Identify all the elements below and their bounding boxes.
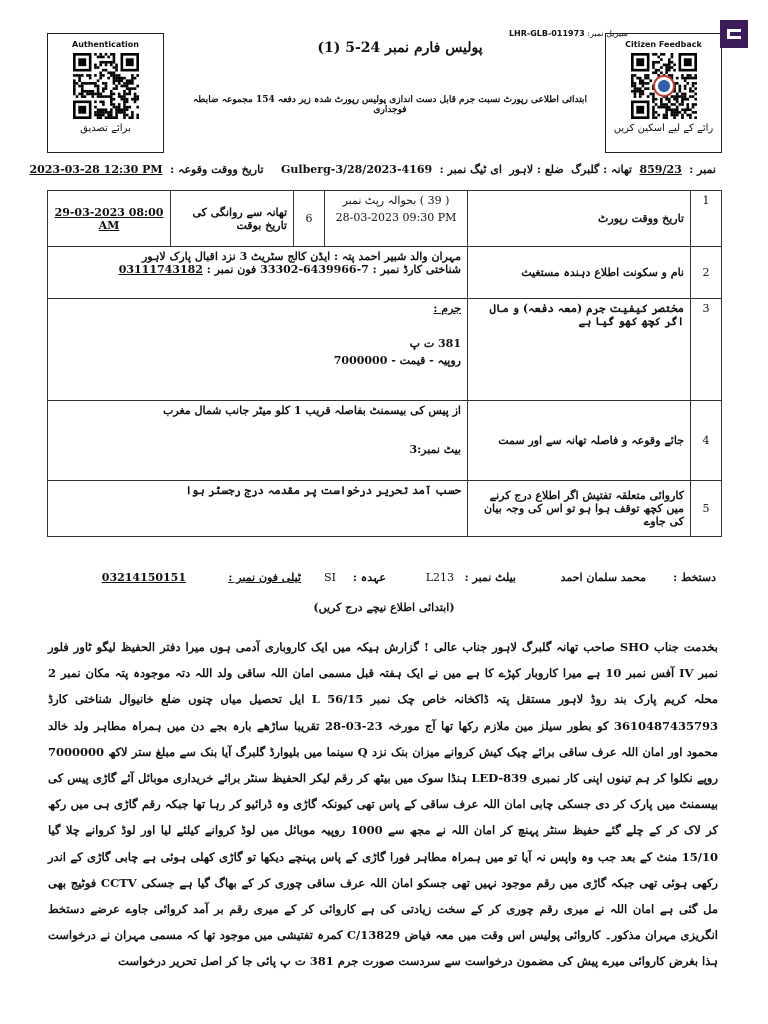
- app-logo-icon: [720, 20, 748, 48]
- crime-section: 381 ت پ: [409, 337, 461, 350]
- citizen-feedback-title: Citizen Feedback: [625, 40, 702, 49]
- officer-phone-label: ٹیلی فون نمبر :: [228, 571, 301, 584]
- row-number: 4: [691, 401, 722, 481]
- cnic-value: 33302-6439966-7: [260, 263, 369, 276]
- serial-value: LHR-GLB-011973: [508, 29, 585, 38]
- complainant-label: نام و سکونت اطلاع دہندہ مستغیث: [468, 247, 691, 299]
- officer-phone: 03214150151: [101, 571, 186, 584]
- number-value: 859/23: [639, 163, 682, 176]
- table-row: [48, 299, 722, 401]
- departure-datetime-cell: [48, 191, 171, 247]
- form-title: پولیس فارم نمبر 24-5 (1): [317, 40, 483, 56]
- district: ضلع : لاہور: [509, 163, 564, 176]
- table-row: [48, 481, 722, 537]
- departure-label: تھانہ سے روانگی کی تاریخ بوقت: [171, 191, 294, 247]
- row-number: 1: [691, 191, 722, 247]
- investigation-action-label: کاروائی متعلقہ تفتیش اگر اطلاع درج کرنے میں کچھ توقف ہوا ہو تو اس کی وجہ بیان کی جاوے: [468, 481, 691, 537]
- authentication-caption: برائے تصدیق: [80, 123, 131, 134]
- number-label: نمبر :: [689, 163, 716, 176]
- officer-rank: SI: [324, 571, 336, 584]
- investigation-action: حسب آمد تحریر درخواست پر مقدمہ درج رجسٹر ہوا: [48, 481, 468, 537]
- distance-direction: از پیس کی بیسمنٹ بفاصلہ قریب 1 کلو میٹر جانب شمال مغرب: [163, 404, 461, 417]
- etag-value: Gulberg-3/28/2023-4169: [281, 163, 433, 176]
- citizen-feedback-box: [605, 33, 722, 153]
- phone-value: 03111743182: [118, 263, 203, 276]
- rank-label: عہدہ :: [352, 571, 386, 584]
- table-row: [48, 191, 722, 247]
- row-number: 2: [691, 247, 722, 299]
- citizen-feedback-caption: رائے کے لیے اسکین کریں: [613, 123, 714, 134]
- report-meta-line: [29, 163, 716, 185]
- place-of-occurrence: [48, 401, 468, 481]
- beat-number: بیٹ نمبر:3: [409, 443, 461, 456]
- complainant-contact: [54, 263, 461, 276]
- crime-details: [48, 299, 468, 401]
- crime-label: جرم :: [433, 302, 461, 315]
- row-number: 3: [691, 299, 722, 401]
- narrative-text: بخدمت جناب SHO صاحب تھانہ گلبرگ لاہور جناب عالی ! گزارش ہیکہ میں ایک کاروباری آدمی ہوں میرا دفتر الحفیظ لیگو ٹاور فلور نمبر IV آفس نمبر 10 ہے میرا کاروبار کپڑے کا ہے میں نے ایک ہفتہ قبل مسمی امان اللہ ساقی ولد اللہ دتہ موجودہ پتہ مکان نمبر 2 محلہ کریم پارک بند روڈ لاہور مستقل پتہ ڈاکخانہ خاص چک نمبر 56/15 L ایل تحصیل میاں چنوں ضلع خانیوال شناختی کارڈ 3610487435793 کو بطور سیلز مین ملازم رکھا تھا آج مورخہ 23-03-28 تقریبا ساڑھے بارہ بجے دن میں ہمراہ مطاہر ولد خالد محمود اور امان اللہ عرف ساقی برائے چیک کیش کروانے میزان بنک نزد Q سینما میں بلیوارڈ گلبرگ آیا بنک سے مبلغ ستر لاکھ 7000000 روپے نکلوا کر ہم تینوں اپنی کار نمبری LED-839 ہنڈا سوک میں بیٹھ کر رقم لیکر الحفیظ سنٹر برائے خریداری موبائل آئے گاڑی پیس کی بیسمنٹ میں پارک کر دی جسکی چابی امان اللہ عرف ساقی کے پاس تھی کیونکہ گاڑی وہ ڈرائیو کر رہا تھا جبکہ رقم گاڑی ہی میں رکھ کر لاک کر کے چلے گئے حفیظ سنٹر پہنچ کر امان اللہ نے مجھ سے 1000 روپیہ موبائل میں لوڈ کروانے کیلئے لیا اور لوڈ کروانے چلا گیا 15/10 منٹ کے بعد جب وہ واپس نہ آیا تو میں ہمراہ مطاہر فورا گاڑی کے پاس پہنچے دیکھا تو گاڑی کھلی ہوئی ہے چابی گاڑی کے اندر رکھی ہوئی تھی جبکہ گاڑی میں رقم موجود نہیں تھی جسکو امان اللہ عرف ساقی چوری کر کے بھاگ گیا ہے جسکی CCTV فوٹیج بھی مل گئی ہے امان اللہ نے میری رقم چوری کر کے سخت زیادتی کی ہے کاروائی کر کے میری رقم بر آمد کروائی جاوے عرضے دستخط انگریزی مہران مذکور۔ کاروائی پولیس اس وقت میں معہ فیاض C/13829 کمرہ تفتیشی میں موجود تھا کہ مسمی مہران نے درخواست ہذا بغرض کاروائی میرے پیش کی مضمون درخواست سے سردست صورت جرم 381 ت پ پائی جا کر اصل تحریر درخواست: [48, 640, 719, 969]
- etag-label: ای ٹیگ نمبر :: [439, 163, 502, 176]
- cnic-label: شناختی کارڈ نمبر :: [372, 263, 461, 276]
- reference-datetime: 28-03-2023 09:30 PM: [335, 211, 457, 224]
- police-station: تھانہ : گلبرگ: [571, 163, 632, 176]
- row-number: 5: [691, 481, 722, 537]
- serial-number: [509, 29, 628, 38]
- qr-code-feedback: [631, 53, 697, 119]
- form-subtitle: ابتدائی اطلاعی رپورٹ نسبت جرم قابل دست اندازی پولیس رپورٹ شدہ زیر دفعہ 154 مجموعہ ضابطہ فوجداری: [193, 95, 587, 115]
- belt-label: بیلٹ نمبر :: [464, 571, 516, 584]
- report-reference-cell: [325, 191, 468, 247]
- crime-summary-label: مختصر کیفیت جرم (معہ دفعہ) و مال اگر کچھ کھو گیا ہے: [468, 299, 691, 401]
- report-datetime-label: تاریخ ووقت رپورٹ: [468, 191, 691, 247]
- complainant-details: [48, 247, 468, 299]
- authentication-title: Authentication: [72, 40, 139, 49]
- belt-number: L213: [425, 571, 454, 584]
- reference-label: ( 39 ) بحوالہ رپٹ نمبر: [342, 194, 450, 207]
- phone-label: فون نمبر :: [206, 263, 257, 276]
- stolen-property: روپیہ - قیمت - 7000000: [333, 354, 461, 367]
- fir-details-table: [47, 190, 722, 537]
- officer-signature-line: [62, 571, 716, 591]
- complainant-address: مہران والد شبیر احمد پتہ : ایڈن کالج سٹریٹ 3 نزد اقبال پارک لاہور: [141, 250, 461, 263]
- qr-code-authentication: [73, 53, 139, 119]
- serial-label: سیریل نمبر:: [587, 29, 628, 38]
- table-row: [48, 247, 722, 299]
- row-number: 6: [294, 191, 325, 247]
- place-of-occurrence-label: جائے وقوعہ و فاصلہ تھانہ سے اور سمت: [468, 401, 691, 481]
- authentication-box: [47, 33, 164, 153]
- occurrence-datetime-value: 2023-03-28 12:30 PM: [29, 163, 163, 176]
- occurrence-datetime-label: تاریخ ووقت وقوعہ :: [170, 163, 264, 176]
- first-information-note: (ابتدائی اطلاع نیچے درج کریں): [313, 601, 455, 614]
- signature-label: دستخط :: [673, 571, 716, 584]
- officer-name: محمد سلمان احمد: [560, 571, 646, 584]
- table-row: [48, 401, 722, 481]
- departure-datetime: 29-03-2023 08:00 AM: [54, 205, 164, 232]
